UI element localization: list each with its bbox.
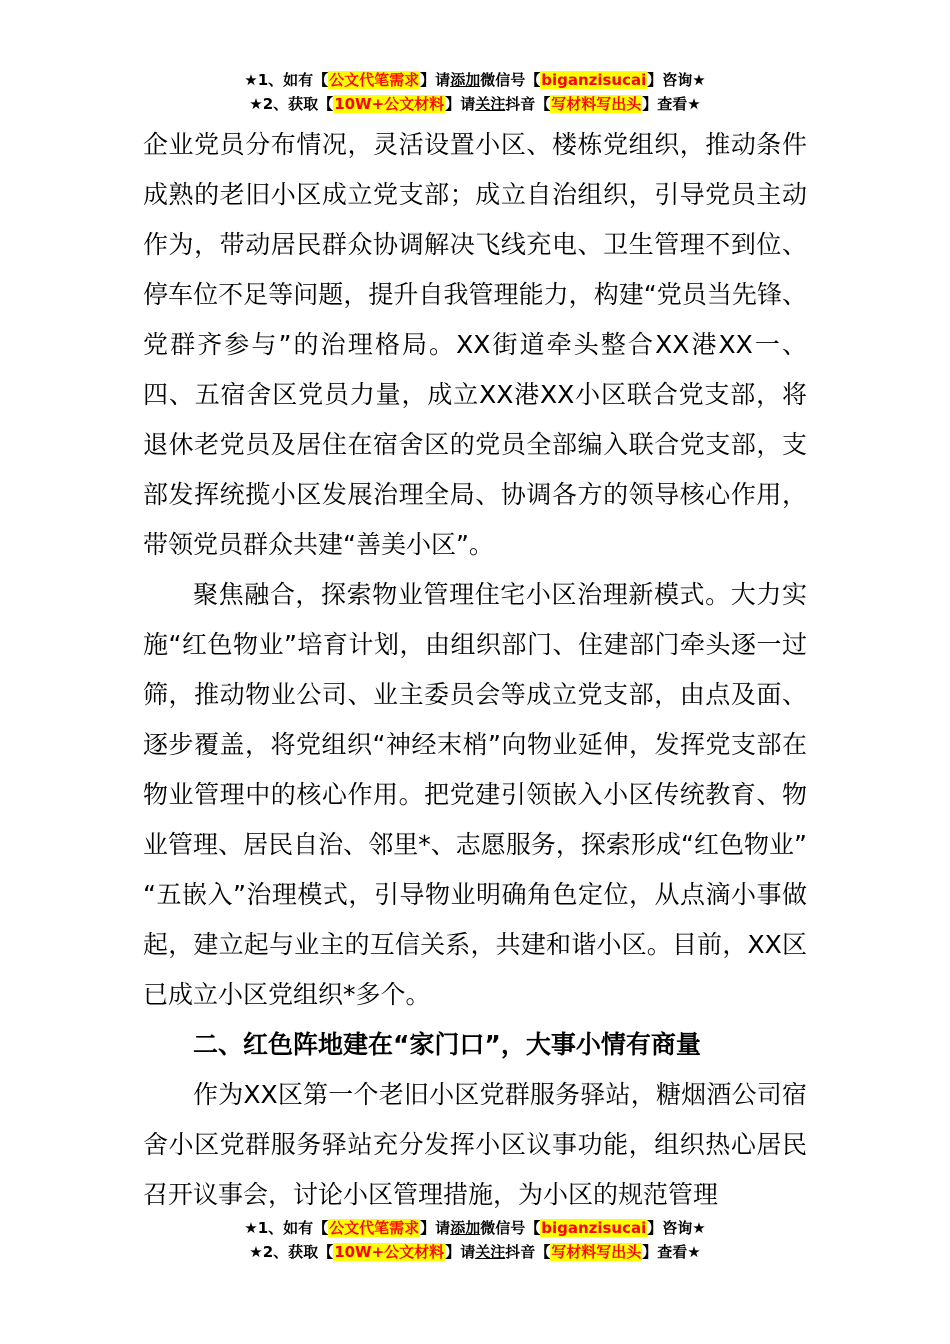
document-body xyxy=(143,120,807,1220)
banner-text: 】请 xyxy=(420,71,451,89)
banner-highlight: 10W+公文材料 xyxy=(334,1243,445,1261)
banner-underline: 添加 xyxy=(450,1219,481,1237)
banner-text: ★2、获取【 xyxy=(249,1243,334,1261)
top-banner xyxy=(0,68,950,116)
banner-text: 抖音【 xyxy=(505,1243,551,1261)
body-paragraph: 聚焦融合，探索物业管理住宅小区治理新模式。大力实施“红色物业”培育计划，由组织部门、住建部门牵头逐一过筛，推动物业公司、业主委员会等成立党支部，由点及面、逐步覆盖，将党组织“神经末梢”向物业延伸，发挥党支部在物业管理中的核心作用。把党建引领嵌入小区传统教育、物业管理、居民自治、邻里*、志愿服务，探索形成“红色物业” “五嵌入”治理模式，引导物业明确角色定位，从点滴小事做起，建立起与业主的互信关系，共建和谐小区。目前，XX区已成立小区党组织*多个。 xyxy=(143,580,807,1009)
banner-text: ★1、如有【 xyxy=(244,71,329,89)
banner-highlight: 公文代笔需求 xyxy=(329,71,420,89)
banner-highlight: 写材料写出头 xyxy=(551,95,642,113)
banner-line-2 xyxy=(0,92,950,116)
banner-text: 】查看★ xyxy=(642,95,701,113)
body-paragraph: 企业党员分布情况，灵活设置小区、楼栋党组织，推动条件成熟的老旧小区成立党支部；成立自治组织，引导党员主动作为，带动居民群众协调解决飞线充电、卫生管理不到位、停车位不足等问题，提升自我管理能力，构建“党员当先锋、党群齐参与”的治理格局。XX街道牵头整合XX港XX一、四、五宿舍区党员力量，成立XX港XX小区联合党支部，将退休老党员及居住在宿舍区的党员全部编入联合党支部，支部发挥统揽小区发展治理全局、协调各方的领导核心作用，带领党员群众共建“善美小区”。 xyxy=(143,130,807,559)
banner-highlight: 公文代笔需求 xyxy=(329,1219,420,1237)
banner-highlight: 10W+公文材料 xyxy=(334,95,445,113)
banner-text: 微信号【 xyxy=(480,1219,541,1237)
banner-text: ★1、如有【 xyxy=(244,1219,329,1237)
banner-line-1 xyxy=(0,1216,950,1240)
banner-text: 】咨询★ xyxy=(647,71,706,89)
banner-text: 】请 xyxy=(445,95,476,113)
banner-highlight: 写材料写出头 xyxy=(551,1243,642,1261)
body-paragraph: 作为XX区第一个老旧小区党群服务驿站，糖烟酒公司宿舍小区党群服务驿站充分发挥小区议事功能，组织热心居民召开议事会，讨论小区管理措施，为小区的规范管理 xyxy=(143,1080,807,1209)
banner-line-1 xyxy=(0,68,950,92)
banner-underline: 关注 xyxy=(475,1243,506,1261)
banner-text: 】查看★ xyxy=(642,1243,701,1261)
banner-text: 】请 xyxy=(445,1243,476,1261)
section-heading: 二、红色阵地建在“家门口”，大事小情有商量 xyxy=(193,1030,701,1059)
bottom-banner xyxy=(0,1216,950,1264)
banner-underline: 添加 xyxy=(450,71,481,89)
banner-text: 】咨询★ xyxy=(647,1219,706,1237)
banner-text: 】请 xyxy=(420,1219,451,1237)
banner-underline: 关注 xyxy=(475,95,506,113)
banner-text: 抖音【 xyxy=(505,95,551,113)
banner-text: ★2、获取【 xyxy=(249,95,334,113)
banner-highlight: biganzisucai xyxy=(541,1219,647,1237)
banner-line-2 xyxy=(0,1240,950,1264)
banner-highlight: biganzisucai xyxy=(541,71,647,89)
banner-text: 微信号【 xyxy=(480,71,541,89)
